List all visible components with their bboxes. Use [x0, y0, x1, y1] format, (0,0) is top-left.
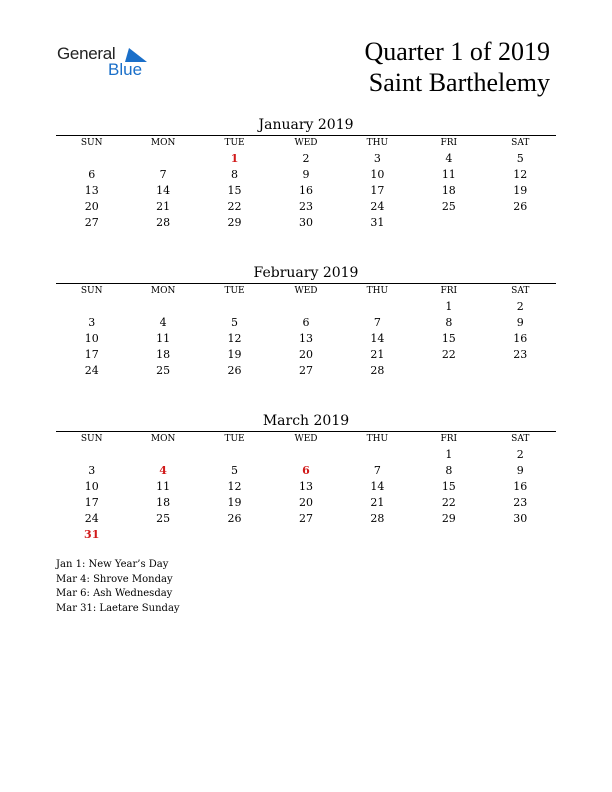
day-cell: 7: [373, 464, 381, 477]
empty-day-cell: [127, 527, 198, 543]
day-cell: 13: [84, 184, 99, 197]
day-cell: 7: [373, 316, 381, 329]
weekday-header: MON: [150, 286, 176, 296]
day-cell: 21: [156, 200, 171, 213]
week-row: [56, 495, 556, 511]
day-cell: 8: [445, 464, 453, 477]
day-cell: 5: [231, 464, 239, 477]
day-cell: 17: [84, 496, 99, 509]
empty-day-cell: [127, 151, 198, 167]
week-row: [56, 463, 556, 479]
weekday-header: SUN: [80, 138, 103, 148]
day-cell: 14: [370, 332, 385, 345]
month-title: March 2019: [262, 413, 350, 429]
month-february: [56, 264, 556, 379]
empty-day-cell: [270, 527, 341, 543]
weekday-header-row: [56, 432, 556, 447]
day-cell: 28: [156, 216, 171, 229]
day-cell: 15: [441, 480, 456, 493]
empty-day-cell: [56, 447, 127, 463]
day-cell: 27: [84, 216, 99, 229]
day-cell: 1: [445, 300, 453, 313]
day-cell: 31: [84, 528, 100, 541]
weekday-header-row: [56, 136, 556, 151]
day-cell: 19: [227, 348, 242, 361]
day-cell: 12: [227, 332, 242, 345]
day-cell: 25: [156, 512, 171, 525]
empty-day-cell: [199, 299, 270, 315]
weekday-header: FRI: [440, 138, 458, 148]
day-cell: 2: [302, 152, 310, 165]
logo: [57, 44, 157, 82]
calendar-grid: [56, 136, 556, 231]
day-cell: 15: [441, 332, 456, 345]
week-row: [56, 183, 556, 199]
empty-day-cell: [413, 363, 484, 379]
calendar-grid: [56, 284, 556, 379]
day-cell: 9: [516, 464, 524, 477]
day-cell: 24: [84, 364, 99, 377]
page-title: [364, 36, 550, 98]
day-cell: 20: [298, 496, 313, 509]
day-cell: 10: [370, 168, 385, 181]
day-cell: 1: [230, 152, 239, 165]
weekday-header: WED: [294, 286, 318, 296]
day-cell: 9: [302, 168, 310, 181]
day-cell: 8: [231, 168, 239, 181]
empty-day-cell: [485, 363, 556, 379]
weekday-header: WED: [294, 434, 318, 444]
day-cell: 16: [298, 184, 313, 197]
weekday-header: SAT: [511, 138, 530, 148]
holiday-note: Mar 6: Ash Wednesday: [56, 588, 173, 599]
weekday-header: SAT: [511, 286, 530, 296]
title-quarter: Quarter 1 of 2019: [364, 37, 550, 66]
day-cell: 6: [302, 464, 310, 477]
weekday-header: THU: [366, 138, 389, 148]
week-row: [56, 347, 556, 363]
day-cell: 29: [227, 216, 242, 229]
day-cell: 18: [441, 184, 456, 197]
empty-day-cell: [342, 527, 413, 543]
day-cell: 24: [84, 512, 99, 525]
calendar-grid: [56, 432, 556, 543]
day-cell: 5: [516, 152, 524, 165]
day-cell: 23: [513, 348, 528, 361]
empty-day-cell: [270, 299, 341, 315]
empty-day-cell: [485, 527, 556, 543]
empty-day-cell: [127, 447, 198, 463]
empty-day-cell: [413, 215, 484, 231]
day-cell: 27: [298, 512, 313, 525]
weekday-header: FRI: [440, 434, 458, 444]
logo-blue-text: Blue: [108, 60, 143, 79]
week-row: [56, 151, 556, 167]
day-cell: 25: [156, 364, 171, 377]
day-cell: 12: [227, 480, 242, 493]
day-cell: 22: [441, 496, 456, 509]
day-cell: 23: [513, 496, 528, 509]
day-cell: 7: [159, 168, 167, 181]
empty-day-cell: [56, 151, 127, 167]
month-march: [56, 412, 556, 543]
day-cell: 27: [298, 364, 313, 377]
day-cell: 22: [441, 348, 456, 361]
day-cell: 3: [373, 152, 381, 165]
day-cell: 11: [441, 168, 456, 181]
day-cell: 20: [298, 348, 313, 361]
holiday-note: Mar 31: Laetare Sunday: [56, 602, 180, 614]
day-cell: 16: [513, 332, 528, 345]
day-cell: 19: [513, 184, 528, 197]
empty-day-cell: [199, 447, 270, 463]
weekday-header: THU: [366, 286, 389, 296]
empty-day-cell: [199, 527, 270, 543]
day-cell: 18: [156, 496, 171, 509]
holiday-note: Mar 4: Shrove Monday: [56, 573, 173, 585]
week-row: [56, 331, 556, 347]
week-row: [56, 447, 556, 463]
day-cell: 13: [298, 480, 313, 493]
day-cell: 25: [441, 200, 456, 213]
day-cell: 14: [370, 480, 385, 493]
day-cell: 14: [156, 184, 171, 197]
month-january: [56, 116, 556, 231]
empty-day-cell: [342, 447, 413, 463]
day-cell: 29: [441, 512, 456, 525]
weekday-header: MON: [150, 434, 176, 444]
month-title: January 2019: [258, 117, 354, 133]
week-row: [56, 511, 556, 527]
day-cell: 10: [84, 332, 99, 345]
week-row: [56, 315, 556, 331]
week-row: [56, 363, 556, 379]
day-cell: 30: [513, 512, 528, 525]
empty-day-cell: [342, 299, 413, 315]
day-cell: 21: [370, 496, 385, 509]
week-row: [56, 479, 556, 495]
title-country: Saint Barthelemy: [368, 68, 550, 97]
day-cell: 24: [370, 200, 385, 213]
weekday-header: TUE: [224, 434, 245, 444]
empty-day-cell: [485, 215, 556, 231]
week-row: [56, 299, 556, 315]
day-cell: 23: [298, 200, 313, 213]
day-cell: 11: [156, 480, 171, 493]
day-cell: 17: [84, 348, 99, 361]
day-cell: 22: [227, 200, 242, 213]
day-cell: 4: [445, 152, 453, 165]
weekday-header: MON: [150, 138, 176, 148]
day-cell: 18: [156, 348, 171, 361]
day-cell: 13: [298, 332, 313, 345]
day-cell: 11: [156, 332, 171, 345]
empty-day-cell: [56, 299, 127, 315]
day-cell: 6: [302, 316, 310, 329]
day-cell: 26: [513, 200, 528, 213]
week-row: [56, 215, 556, 231]
day-cell: 21: [370, 348, 385, 361]
weekday-header: SUN: [80, 286, 103, 296]
week-row: [56, 199, 556, 215]
weekday-header-row: [56, 284, 556, 299]
day-cell: 5: [231, 316, 239, 329]
day-cell: 8: [445, 316, 453, 329]
day-cell: 2: [516, 448, 524, 461]
logo-general-text: General: [57, 44, 116, 63]
empty-day-cell: [127, 299, 198, 315]
day-cell: 15: [227, 184, 242, 197]
day-cell: 26: [227, 364, 242, 377]
weekday-header: THU: [366, 434, 389, 444]
holiday-notes: [56, 558, 180, 616]
empty-day-cell: [270, 447, 341, 463]
day-cell: 10: [84, 480, 99, 493]
day-cell: 4: [159, 464, 167, 477]
day-cell: 26: [227, 512, 242, 525]
day-cell: 19: [227, 496, 242, 509]
empty-day-cell: [413, 527, 484, 543]
weekday-header: SUN: [80, 434, 103, 444]
day-cell: 28: [370, 512, 385, 525]
day-cell: 3: [88, 316, 96, 329]
weekday-header: TUE: [224, 286, 245, 296]
day-cell: 12: [513, 168, 528, 181]
month-title: February 2019: [253, 265, 359, 281]
weekday-header: WED: [294, 138, 318, 148]
day-cell: 16: [513, 480, 528, 493]
day-cell: 2: [516, 300, 524, 313]
weekday-header: FRI: [440, 286, 458, 296]
weekday-header: SAT: [511, 434, 530, 444]
week-row: [56, 527, 556, 543]
day-cell: 1: [445, 448, 453, 461]
day-cell: 9: [516, 316, 524, 329]
day-cell: 28: [370, 364, 385, 377]
weekday-header: TUE: [224, 138, 245, 148]
day-cell: 20: [84, 200, 99, 213]
day-cell: 4: [159, 316, 167, 329]
day-cell: 6: [88, 168, 96, 181]
holiday-note: Jan 1: New Year’s Day: [56, 559, 169, 570]
day-cell: 17: [370, 184, 385, 197]
day-cell: 3: [88, 464, 96, 477]
day-cell: 30: [298, 216, 313, 229]
day-cell: 31: [370, 216, 385, 229]
week-row: [56, 167, 556, 183]
